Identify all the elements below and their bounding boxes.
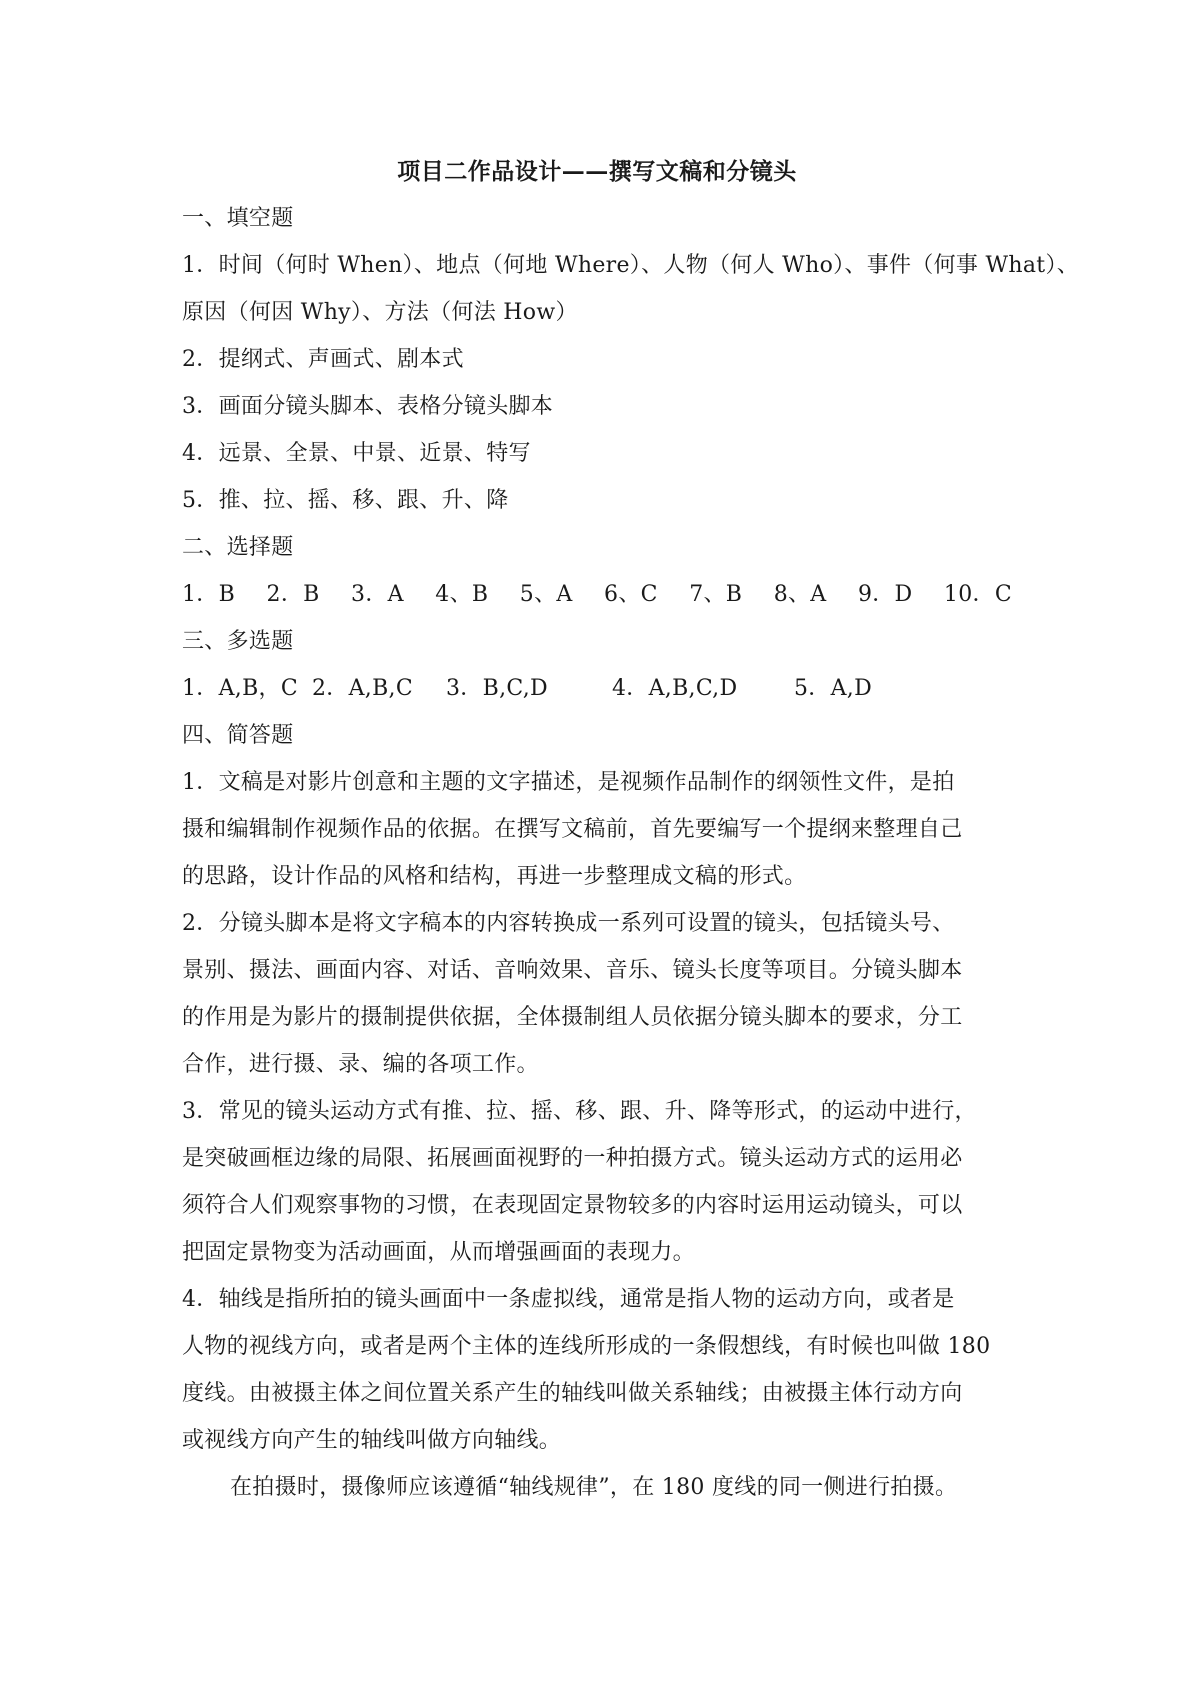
multi-choice-answer: 1．A,B，C: [182, 676, 298, 701]
short-answer-line: 3．常见的镜头运动方式有推、拉、摇、移、跟、升、降等形式，的运动中进行，: [182, 1099, 977, 1124]
fill-blank-answer-line: 原因（何因 Why）、方法（何法 How）: [182, 300, 578, 325]
fill-blank-answer-line: 5．推、拉、摇、移、跟、升、降: [182, 488, 509, 513]
multi-choice-answer: 5．A,D: [794, 676, 873, 701]
fill-blank-answer-line: 4．远景、全景、中景、近景、特写: [182, 441, 531, 466]
fill-blank-answer-line: 3．画面分镜头脚本、表格分镜头脚本: [182, 394, 554, 419]
short-answer-line: 把固定景物变为活动画面，从而增强画面的表现力。: [182, 1240, 695, 1265]
single-choice-answer: 4、B: [435, 582, 489, 607]
short-answer-line: 1．文稿是对影片创意和主题的文字描述，是视频作品制作的纲领性文件，是拍: [182, 770, 955, 795]
short-answer-final-paragraph: 在拍摄时，摄像师应该遵循“轴线规律”，在 180 度线的同一侧进行拍摄。: [230, 1475, 958, 1500]
document-title: 项目二作品设计——撰写文稿和分镜头: [397, 158, 797, 185]
section-heading-multi-choice: 三、多选题: [182, 629, 294, 654]
document-page: [182, 148, 1080, 1511]
single-choice-answer: 8、A: [773, 582, 827, 607]
short-answer-line: 4．轴线是指所拍的镜头画面中一条虚拟线，通常是指人物的运动方向，或者是: [182, 1287, 955, 1312]
single-choice-answer: 1．B: [182, 582, 236, 607]
single-choice-answer: 9．D: [857, 582, 913, 607]
short-answer-line: 的思路，设计作品的风格和结构，再进一步整理成文稿的形式。: [182, 864, 807, 889]
short-answer-line: 人物的视线方向，或者是两个主体的连线所形成的一条假想线，有时候也叫做 180: [182, 1334, 991, 1359]
single-choice-answer: 2．B: [266, 582, 320, 607]
single-choice-answer: 7、B: [689, 582, 743, 607]
short-answer-line: 是突破画框边缘的局限、拓展画面视野的一种拍摄方式。镜头运动方式的运用必: [182, 1146, 963, 1171]
multi-choice-answers: [182, 665, 1012, 712]
single-choice-answer: 6、C: [604, 582, 658, 607]
short-answer-line: 须符合人们观察事物的习惯，在表现固定景物较多的内容时运用运动镜头，可以: [182, 1193, 963, 1218]
short-answer-line: 的作用是为影片的摄制提供依据，全体摄制组人员依据分镜头脚本的要求，分工: [182, 1005, 963, 1030]
section-heading-fill-blank: 一、填空题: [182, 206, 294, 231]
fill-blank-answer-line: 1．时间（何时 When）、地点（何地 Where）、人物（何人 Who）、事件（何事 What）、: [182, 253, 1080, 278]
single-choice-answer: 3．A: [351, 582, 404, 607]
short-answer-line: 景别、摄法、画面内容、对话、音响效果、音乐、镜头长度等项目。分镜头脚本: [182, 958, 963, 983]
single-choice-answer: 10．C: [943, 582, 1012, 607]
multi-choice-answer: 2．A,B,C: [312, 676, 413, 701]
section-heading-short-answer: 四、简答题: [182, 723, 294, 748]
section-heading-single-choice: 二、选择题: [182, 535, 294, 560]
short-answer-line: 度线。由被摄主体之间位置关系产生的轴线叫做关系轴线；由被摄主体行动方向: [182, 1381, 963, 1406]
single-choice-answer: 5、A: [519, 582, 573, 607]
short-answer-line: 2．分镜头脚本是将文字稿本的内容转换成一系列可设置的镜头，包括镜头号、: [182, 911, 955, 936]
single-choice-answers: [182, 571, 1012, 618]
multi-choice-answer: 3．B,C,D: [446, 676, 548, 701]
short-answer-line: 摄和编辑制作视频作品的依据。在撰写文稿前，首先要编写一个提纲来整理自己: [182, 817, 963, 842]
multi-choice-answer: 4．A,B,C,D: [612, 676, 738, 701]
fill-blank-answer-line: 2．提纲式、声画式、剧本式: [182, 347, 464, 372]
short-answer-line: 或视线方向产生的轴线叫做方向轴线。: [182, 1428, 562, 1453]
short-answer-line: 合作，进行摄、录、编的各项工作。: [182, 1052, 539, 1077]
